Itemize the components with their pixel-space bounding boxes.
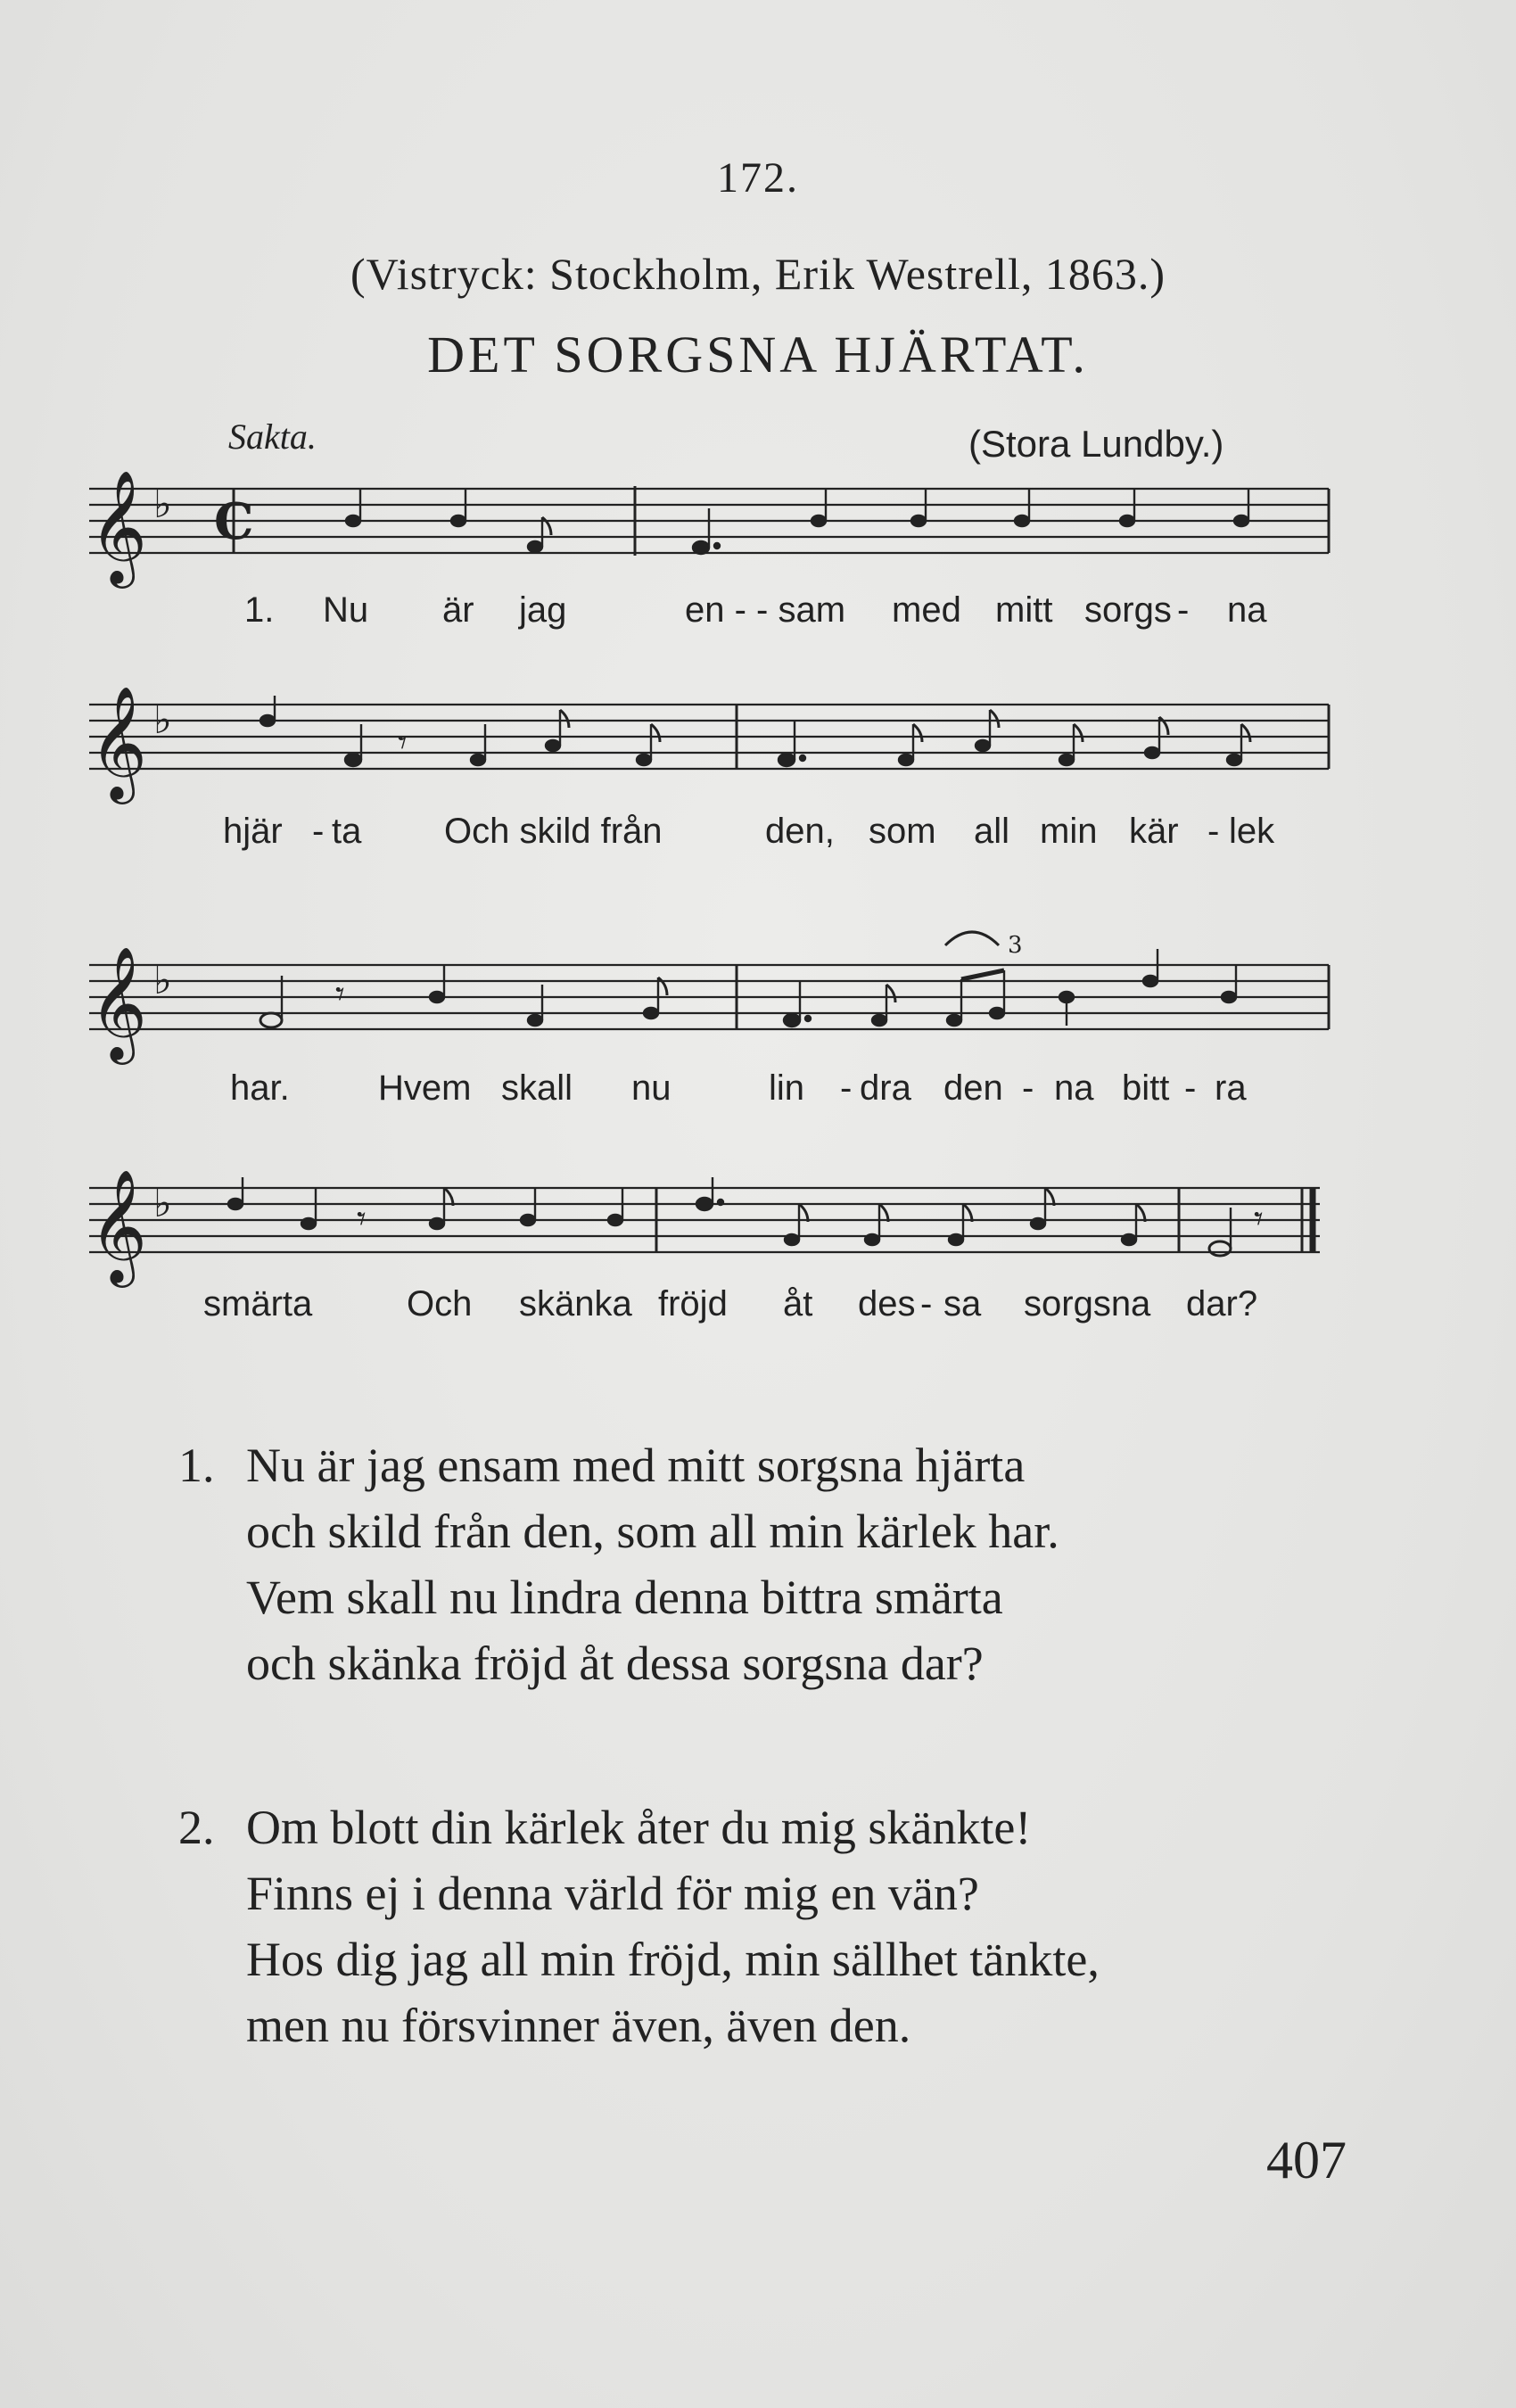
verse-line: Nu är jag ensam med mitt sorgsna hjärta [246, 1439, 1026, 1492]
lyric-syllable: hjär [223, 812, 283, 851]
lyric-syllable: - [1184, 1068, 1197, 1108]
verse-line: Hos dig jag all min fröjd, min sällhet tänkte, [246, 1933, 1100, 1986]
svg-text:𝄾: 𝄾 [1254, 1199, 1264, 1240]
verse-line: Om blott din kärlek åter du mig skänkte! [246, 1801, 1032, 1854]
lyric-syllable: den, [765, 812, 835, 851]
lyric-syllable: ra [1215, 1068, 1247, 1108]
lyric-syllable: Och [407, 1284, 473, 1324]
lyric-syllable: na [1227, 590, 1267, 630]
lyric-syllable: ta [332, 812, 362, 851]
song-number: 172. [717, 154, 799, 202]
page-number: 407 [1266, 2131, 1347, 2189]
verse-line: men nu försvinner även, även den. [246, 1999, 911, 2052]
verse-number: 1. [178, 1439, 215, 1492]
lyric-syllable: Hvem [378, 1068, 472, 1108]
treble-clef-icon: 𝄞 [89, 469, 148, 583]
lyric-syllable: som [869, 812, 936, 851]
lyric-syllable: fröjd [658, 1284, 728, 1324]
lyric-syllable: skänka [519, 1284, 632, 1324]
lyric-syllable: mitt [995, 590, 1053, 630]
tempo-marking: Sakta. [228, 416, 317, 457]
svg-text:♭: ♭ [153, 1181, 172, 1226]
lyric-syllable: - [840, 1068, 853, 1108]
lyric-syllable: har. [230, 1068, 290, 1108]
lyric-syllable: - [1207, 812, 1220, 851]
lyric-syllable: na [1054, 1068, 1094, 1108]
lyric-syllable: min [1040, 812, 1098, 851]
lyric-syllable: des [858, 1284, 916, 1324]
lyric-syllable: 1. [244, 590, 275, 630]
verse-line: och skild från den, som all min kärlek har. [246, 1505, 1059, 1558]
lyric-syllable: sa [943, 1284, 982, 1324]
svg-text:♭: ♭ [153, 958, 172, 1003]
svg-text:𝄞: 𝄞 [89, 685, 148, 799]
common-time-icon: C [214, 492, 254, 551]
lyric-syllable: - [1022, 1068, 1034, 1108]
lyric-syllable: dar? [1186, 1284, 1258, 1324]
lyric-syllable: sorgsna [1024, 1284, 1151, 1324]
verse-line: och skänka fröjd åt dessa sorgsna dar? [246, 1637, 984, 1690]
verse-line: Finns ej i denna värld för mig en vän? [246, 1867, 979, 1920]
lyric-syllable: sorgs [1084, 590, 1172, 630]
svg-text:𝄞: 𝄞 [89, 945, 148, 1060]
lyric-syllable: nu [631, 1068, 671, 1108]
origin-note: (Stora Lundby.) [968, 423, 1224, 465]
print-source: (Vistryck: Stockholm, Erik Westrell, 1863.) [350, 249, 1166, 299]
lyric-syllable: lek [1229, 812, 1275, 851]
lyric-syllable: kär [1129, 812, 1179, 851]
lyric-syllable: med [892, 590, 961, 630]
lyric-syllable: en - - sam [685, 590, 846, 630]
lyric-syllable: Nu [323, 590, 369, 630]
lyric-syllable: all [974, 812, 1010, 851]
lyric-syllable: - [312, 812, 325, 851]
lyric-syllable: jag [519, 590, 567, 630]
lyric-syllable: - [920, 1284, 933, 1324]
verse-number: 2. [178, 1801, 215, 1854]
svg-text:𝄾: 𝄾 [357, 1199, 367, 1240]
rest-icon: 𝄾 [398, 722, 408, 763]
svg-text:𝄾: 𝄾 [335, 974, 345, 1015]
lyric-syllable: dra [860, 1068, 911, 1108]
lyric-syllable: lin [769, 1068, 805, 1108]
song-title: DET SORGSNA HJÄRTAT. [427, 326, 1089, 383]
flat-icon: ♭ [153, 482, 172, 527]
svg-text:𝄞: 𝄞 [89, 1168, 148, 1282]
lyric-syllable: bitt [1122, 1068, 1170, 1108]
lyric-syllable: - [1177, 590, 1190, 630]
lyric-syllable: åt [783, 1284, 813, 1324]
verse-line: Vem skall nu lindra denna bittra smärta [246, 1571, 1003, 1624]
lyric-syllable: smärta [203, 1284, 313, 1324]
staff-3 [89, 965, 1329, 1029]
lyric-syllable: skall [501, 1068, 573, 1108]
triplet-mark: 3 [1008, 932, 1023, 959]
lyric-syllable: Och skild från [444, 812, 663, 851]
svg-text:♭: ♭ [153, 697, 172, 743]
lyric-syllable: är [442, 590, 474, 630]
lyric-syllable: den [943, 1068, 1003, 1108]
